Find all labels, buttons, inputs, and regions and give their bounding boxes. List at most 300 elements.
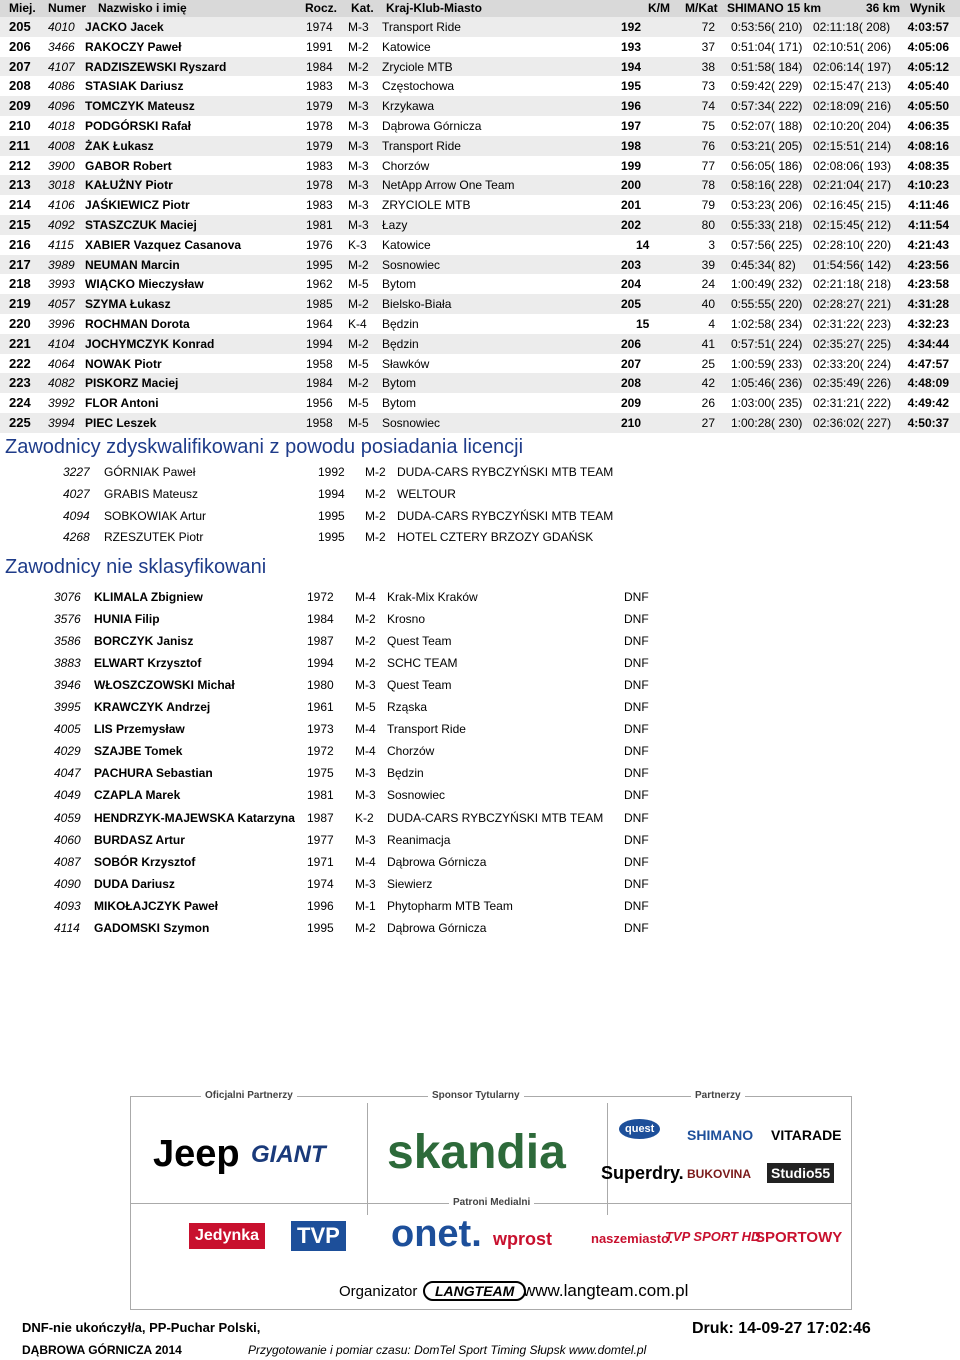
list-item [0,852,960,874]
cell-num: 4104 [48,336,75,351]
cell-mkat: 80 [701,218,715,232]
cell-year: 1985 [306,297,333,312]
cell-res: 4:08:16 [907,138,949,153]
cell-mkat: 72 [701,20,715,34]
cell-place: 222 [9,355,31,371]
cell-res: 4:06:35 [907,119,949,133]
table-row [0,393,960,413]
col-mkat: M/Kat [685,1,718,15]
cell-t2: 02:16:45( 215) [813,198,892,213]
cell-status: DNF [624,832,649,847]
table-row [0,274,960,294]
cell-res: 4:11:46 [908,198,949,213]
cell-club: Bytom [382,277,417,292]
cell-name: KRAWCZYK Andrzej [94,700,211,715]
superdry-logo: Superdry. [601,1163,684,1183]
cell-t1: 1:05:46( 236) [731,376,803,391]
cell-res: 4:34:44 [907,336,949,351]
cell-t2: 02:35:27( 225) [813,336,892,351]
cell-name: RZESZUTEK Piotr [104,530,204,545]
cell-kat: M-5 [355,700,376,715]
cell-t1: 0:52:07( 188) [731,119,803,133]
cell-num: 3996 [48,317,75,331]
cell-t1: 0:55:55( 220) [731,297,803,312]
table-row [0,373,960,393]
cell-club: Będzin [382,317,419,331]
table-header [0,0,960,17]
cell-km: 205 [620,297,641,312]
cell-t1: 0:59:42( 229) [731,79,803,94]
list-item [0,918,960,940]
cell-kat: M-5 [348,277,369,292]
cell-kat: M-3 [355,876,376,891]
table-row [0,195,960,215]
cell-num: 3586 [54,634,81,649]
col-name: Nazwisko i imię [98,1,187,15]
cell-club: Częstochowa [382,79,455,94]
cell-res: 4:49:42 [907,396,949,411]
cell-t1: 1:02:58( 234) [731,317,803,331]
cell-year: 1978 [306,119,333,133]
cell-status: DNF [624,920,649,935]
col-36km: 36 km [866,1,901,15]
cell-t1: 1:03:00( 235) [731,396,803,411]
cell-name: RADZISZEWSKI Ryszard [85,59,227,74]
cell-place: 206 [9,38,31,54]
cell-t2: 02:15:51( 214) [813,138,892,153]
langteam-logo: LANGTEAM [423,1281,526,1301]
cell-t2: 02:33:20( 224) [813,356,892,371]
col-club: Kraj-Klub-Miasto [386,1,482,15]
cell-club: Sosnowiec [382,257,441,272]
cell-t1: 0:57:34( 222) [731,99,803,114]
table-row [0,354,960,374]
cell-club: Sławków [382,356,430,371]
cell-kat: M-2 [355,612,376,627]
cell-name: TOMCZYK Mateusz [85,99,195,114]
cell-name: RAKOCZY Paweł [85,39,182,54]
cell-club: Transport Ride [382,20,461,34]
list-item [0,830,960,852]
cell-mkat: 74 [701,99,715,114]
cell-num: 3994 [48,416,75,430]
list-item [0,462,960,484]
cell-club: Bytom [382,396,417,411]
cell-club: Phytopharm MTB Team [387,898,513,913]
cell-year: 1976 [306,237,333,252]
skandia-logo: skandia [387,1126,566,1179]
cell-num: 4090 [54,876,81,891]
cell-num: 4268 [63,530,90,545]
cell-club: Transport Ride [387,722,466,737]
cell-t1: 1:00:28( 230) [731,416,803,430]
table-row [0,314,960,334]
cell-name: NOWAK Piotr [85,356,162,371]
cell-res: 4:23:58 [907,277,949,292]
quest-logo: quest [619,1119,660,1139]
col-year: Rocz. [305,1,338,15]
cell-t1: 1:00:59( 233) [731,356,803,371]
cell-kat: K-4 [348,317,367,331]
cell-name: HUNIA Filip [94,612,160,627]
cell-status: DNF [624,722,649,737]
cell-name: ROCHMAN Dorota [85,317,190,331]
cell-year: 1971 [307,854,334,869]
list-item [0,506,960,528]
cell-place: 215 [9,217,31,232]
cell-num: 4115 [48,237,74,252]
cell-kat: M-2 [355,656,376,671]
cell-num: 4064 [48,356,75,371]
cell-year: 1972 [307,590,334,604]
cell-club: Chorzów [382,158,430,173]
cell-num: 4082 [48,376,75,391]
cell-club: HOTEL CZTERY BRZOZY GDAŃSK [397,530,594,545]
cell-res: 4:48:09 [907,376,949,391]
cell-res: 4:03:57 [907,20,949,34]
col-category: Kat. [351,1,374,15]
cell-name: PIEC Leszek [85,416,157,430]
cell-club: WELTOUR [397,486,456,501]
cell-kat: M-2 [348,336,369,351]
footer-printed: Druk: 14-09-27 17:02:46 [692,1320,871,1337]
cell-num: 3993 [48,277,75,292]
cell-num: 3992 [48,396,75,411]
cell-name: GÓRNIAK Paweł [104,465,196,479]
cell-club: Dąbrowa Górnicza [387,920,487,935]
list-item [0,763,960,785]
table-row [0,413,960,433]
list-item [0,653,960,675]
cell-mkat: 78 [701,178,715,193]
cell-club: DUDA-CARS RYBCZYŃSKI MTB TEAM [387,810,604,825]
cell-num: 3576 [54,612,81,627]
cell-club: Dąbrowa Górnicza [382,119,482,133]
cell-place: 210 [9,118,31,133]
cell-res: 4:05:50 [907,99,949,114]
organizer-website: www.langteam.com.pl [523,1281,689,1300]
cell-club: Krzykawa [382,99,435,114]
cell-place: 205 [9,19,31,34]
cell-club: Bytom [382,376,417,391]
cell-club: Katowice [382,39,431,54]
cell-club: ZRYCIOLE MTB [382,198,471,213]
cell-name: JAŚKIEWICZ Piotr [85,198,190,213]
cell-club: Siewierz [387,876,433,891]
giant-logo: GIANT [251,1141,326,1168]
cell-mkat: 77 [701,158,715,173]
cell-year: 1978 [306,178,333,193]
official-partners-label: Oficjalni Partnerzy [201,1090,297,1101]
cell-club: Reanimacja [387,832,451,847]
list-item [0,808,960,830]
studio55-logo: Studio55 [767,1163,834,1183]
cell-club: Rząska [387,700,428,715]
cell-name: SZAJBE Tomek [94,744,183,759]
sponsors-panel [130,1090,852,1310]
cell-mkat: 42 [701,376,715,391]
cell-t2: 02:18:09( 216) [813,99,892,114]
cell-name: MIKOŁAJCZYK Paweł [94,898,219,913]
cell-year: 1983 [306,158,333,173]
jeep-logo: Jeep [153,1133,240,1175]
list-item [0,484,960,506]
cell-num: 4010 [48,20,75,34]
cell-mkat: 40 [701,297,715,312]
cell-year: 1994 [307,656,334,671]
cell-status: DNF [624,700,649,715]
cell-t2: 02:11:18( 208) [813,20,891,34]
cell-num: 4106 [48,198,75,213]
cell-year: 1964 [306,317,333,331]
cell-res: 4:47:57 [907,356,949,371]
cell-year: 1972 [307,744,334,759]
list-item [0,587,960,609]
cell-kat: M-5 [348,356,369,371]
list-item [0,527,960,549]
wprost-logo: wprost [493,1229,553,1249]
list-item [0,896,960,918]
cell-t2: 02:10:20( 204) [813,119,892,133]
cell-club: Krak-Mix Kraków [387,590,478,604]
table-row [0,116,960,136]
cell-res: 4:23:56 [907,257,949,272]
cell-kat: M-3 [355,766,376,781]
col-shimano: SHIMANO 15 km [727,1,822,15]
cell-mkat: 73 [701,79,715,94]
cell-t1: 0:58:16( 228) [731,178,803,193]
cell-t2: 02:35:49( 226) [813,376,892,391]
cell-year: 1991 [306,39,333,54]
cell-kat: M-3 [348,20,369,34]
table-row [0,334,960,354]
cell-kat: M-5 [348,416,369,430]
cell-km: 207 [620,356,641,371]
table-row [0,136,960,156]
cell-mkat: 39 [701,257,715,272]
naszemiasto-logo: naszemiasto. [591,1231,673,1246]
cell-km: 198 [620,138,641,153]
cell-num: 4008 [48,138,75,153]
cell-place: 211 [9,137,30,153]
cell-num: 4029 [54,744,81,759]
cell-t2: 02:21:18( 218) [813,277,892,292]
cell-t1: 0:56:05( 186) [731,158,803,173]
cell-kat: M-4 [355,590,376,604]
cell-club: Będzin [387,766,424,781]
cell-t2: 02:31:22( 223) [813,317,892,331]
list-item [0,719,960,741]
cell-km: 201 [620,198,641,213]
list-item [0,741,960,763]
cell-num: 4059 [54,810,81,825]
cell-t2: 02:06:14( 197) [813,59,892,74]
cell-kat: M-2 [348,297,369,312]
cell-year: 1992 [318,465,345,479]
cell-mkat: 75 [701,119,715,133]
cell-year: 1975 [307,766,334,781]
cell-name: SOBÓR Krzysztof [94,854,196,869]
cell-km: 195 [620,79,641,94]
cell-year: 1979 [306,99,333,114]
cell-kat: M-3 [348,158,369,173]
cell-kat: M-4 [355,854,376,869]
cell-km: 209 [620,396,641,411]
cell-place: 224 [9,395,31,411]
cell-name: HENDRZYK-MAJEWSKA Katarzyna [94,810,295,825]
cell-mkat: 37 [701,39,715,54]
cell-kat: M-4 [355,722,376,737]
cell-t1: 0:53:23( 206) [731,198,803,213]
cell-year: 1958 [306,356,333,371]
cell-num: 4086 [48,79,75,94]
cell-res: 4:08:35 [907,158,949,173]
cell-kat: M-3 [355,678,376,693]
cell-year: 1962 [306,277,333,292]
cell-place: 221 [9,335,31,351]
col-place: Miej. [9,1,36,15]
cell-t2: 02:08:06( 193) [813,158,892,173]
cell-kat: M-3 [348,138,369,153]
cell-club: Łazy [382,218,408,232]
cell-name: JACKO Jacek [85,20,164,34]
cell-place: 217 [9,256,31,272]
col-result: Wynik [910,1,946,15]
cell-kat: K-2 [355,810,374,825]
table-row [0,156,960,176]
cell-num: 4027 [63,486,90,501]
cell-club: Transport Ride [382,138,461,153]
cell-name: DUDA Dariusz [94,876,175,891]
cell-club: Chorzów [387,744,435,759]
footer-legend: DNF-nie ukończył/a, PP-Puchar Polski, [22,1320,261,1335]
cell-name: ELWART Krzysztof [94,656,202,671]
cell-km: 208 [620,376,641,391]
cell-club: DUDA-CARS RYBCZYŃSKI MTB TEAM [397,508,614,523]
cell-t1: 0:53:21( 205) [731,138,803,153]
cell-status: DNF [624,612,649,627]
cell-num: 3227 [63,465,90,479]
cell-km: 199 [620,158,641,173]
cell-kat: M-2 [365,530,386,545]
cell-t2: 02:10:51( 206) [813,39,892,54]
cell-name: GADOMSKI Szymon [94,920,210,935]
cell-num: 4087 [54,854,81,869]
cell-kat: M-2 [348,59,369,74]
cell-status: DNF [624,854,649,869]
cell-km: 193 [620,39,641,54]
partners-label: Partnerzy [691,1090,745,1101]
cell-kat: M-3 [355,832,376,847]
media-patrons-label: Patroni Medialni [449,1197,534,1208]
cell-year: 1994 [306,336,333,351]
tvp-logo: TVP [291,1221,346,1251]
tvp-sport-logo: TVP SPORT HD [665,1229,761,1244]
cell-year: 1987 [307,634,334,649]
shimano-logo: SHIMANO [687,1127,754,1143]
table-row [0,294,960,314]
cell-res: 4:31:28 [907,297,949,312]
cell-num: 3989 [48,257,75,272]
cell-km: 192 [620,20,641,34]
cell-status: DNF [624,788,649,803]
cell-num: 3883 [54,656,81,671]
cell-km: 196 [620,99,641,114]
cell-name: JOCHYMCZYK Konrad [85,336,215,351]
cell-year: 1974 [307,876,334,891]
cell-name: NEUMAN Marcin [85,257,180,272]
cell-kat: M-2 [348,39,369,54]
cell-t1: 0:57:51( 224) [731,336,803,351]
disqualified-title: Zawodnicy zdyskwalifikowani z powodu posiadania licencji [5,436,524,458]
cell-mkat: 4 [708,317,715,331]
cell-status: DNF [624,656,649,671]
cell-year: 1996 [307,898,334,913]
cell-year: 1995 [318,508,345,523]
list-item [0,785,960,807]
cell-club: Krosno [387,612,426,627]
cell-mkat: 26 [701,396,715,411]
cell-year: 1984 [307,612,334,627]
cell-km: 194 [620,59,641,74]
cell-year: 1983 [306,198,333,213]
cell-t1: 0:45:34( 82) [731,257,796,272]
cell-t2: 02:28:27( 221) [813,297,892,312]
cell-name: WŁOSZCZOWSKI Michał [94,678,235,693]
cell-year: 1983 [306,79,333,94]
cell-year: 1974 [306,20,333,34]
cell-name: LIS Przemysław [94,722,185,737]
cell-year: 1994 [318,486,345,501]
cell-t1: 0:57:56( 225) [731,237,803,252]
cell-place: 213 [9,177,31,193]
cell-km: 206 [620,336,641,351]
table-row [0,57,960,77]
cell-name: KLIMALA Zbigniew [94,590,203,604]
cell-km: 15 [636,317,650,331]
cell-num: 3466 [48,39,75,54]
list-item [0,631,960,653]
cell-club: Sosnowiec [382,416,441,430]
cell-year: 1987 [307,810,334,825]
cell-num: 4114 [54,920,80,935]
cell-num: 4107 [48,59,75,74]
cell-year: 1958 [306,416,333,430]
cell-mkat: 76 [701,138,715,153]
cell-status: DNF [624,744,649,759]
cell-club: DUDA-CARS RYBCZYŃSKI MTB TEAM [397,465,614,479]
cell-kat: M-3 [348,198,369,213]
cell-club: SCHC TEAM [387,656,458,671]
cell-t2: 02:31:21( 222) [813,396,892,411]
cell-res: 4:21:43 [907,237,949,252]
table-row [0,17,960,37]
cell-km: 203 [620,257,641,272]
cell-name: BURDASZ Artur [94,832,185,847]
cell-year: 1981 [306,218,333,232]
cell-club: Quest Team [387,634,452,649]
cell-place: 208 [9,78,31,94]
cell-name: PISKORZ Maciej [85,376,179,391]
cell-t1: 1:00:49( 232) [731,277,803,292]
cell-club: Będzin [382,336,419,351]
cell-year: 1977 [307,832,334,847]
cell-place: 207 [9,58,31,74]
cell-num: 4005 [54,722,81,737]
cell-status: DNF [624,590,649,604]
table-row [0,235,960,255]
cell-year: 1973 [307,722,334,737]
